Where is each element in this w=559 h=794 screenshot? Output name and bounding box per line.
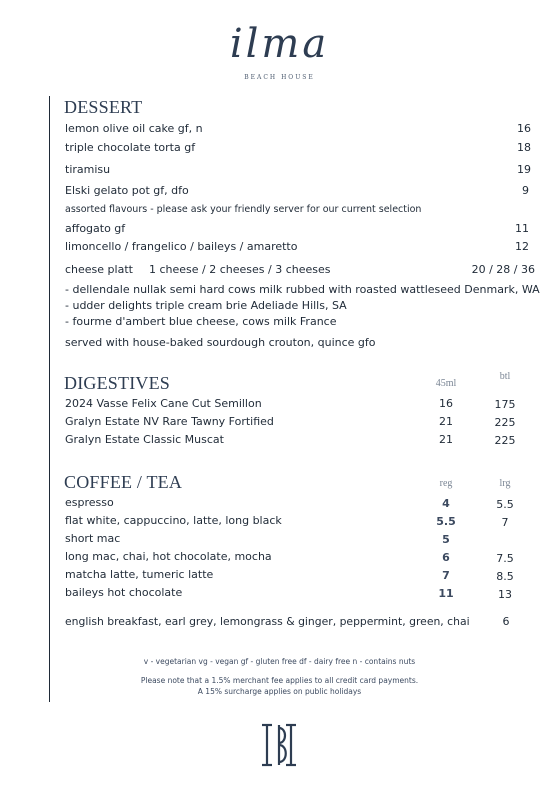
- dessert-item-name: tiramisu: [65, 163, 111, 176]
- digestive-bottle-price: 225: [494, 416, 516, 429]
- affogato-name: affogato gf: [65, 222, 126, 235]
- coffee-col-reg: reg: [439, 478, 453, 489]
- cheese-platter-price: 20 / 28 / 36: [471, 263, 535, 276]
- cheese-platter-options: 1 cheese / 2 cheeses / 3 cheeses: [149, 263, 331, 276]
- digestive-name: Gralyn Estate Classic Muscat: [65, 433, 224, 446]
- brand-logo: ilma: [229, 21, 330, 67]
- dessert-item-name: Elski gelato pot gf, dfo: [65, 184, 189, 197]
- coffee-reg-price: 11: [438, 587, 454, 600]
- cheese-list-item: - udder delights triple cream brie Adeliade Hills, SA: [65, 299, 347, 312]
- coffee-item-name: long mac, chai, hot chocolate, mocha: [65, 550, 272, 563]
- dessert-item-name: triple chocolate torta gf: [65, 141, 196, 154]
- brand-tagline: BEACH HOUSE: [244, 74, 315, 81]
- digestive-name: 2024 Vasse Felix Cane Cut Semillon: [65, 397, 262, 410]
- coffee-item-name: matcha latte, tumeric latte: [65, 568, 214, 581]
- coffee-col-lrg: lrg: [499, 478, 511, 489]
- cheese-served-with: served with house-baked sourdough crouton, quince gfo: [65, 336, 376, 349]
- tea-list: english breakfast, earl grey, lemongrass & ginger, peppermint, green, chai: [65, 615, 470, 628]
- coffee-lrg-price: 8.5: [496, 570, 514, 583]
- cheese-list-item: - dellendale nullak semi hard cows milk rubbed with roasted wattleseed Denmark, WA: [65, 283, 540, 296]
- affogato-price: 11: [515, 222, 529, 235]
- coffee-lrg-price: 13: [498, 588, 512, 601]
- digestive-glass-price: 21: [439, 415, 453, 428]
- dessert-item-price: 9: [522, 184, 529, 197]
- digestive-bottle-price: 175: [494, 398, 516, 411]
- coffee-item-name: espresso: [65, 496, 114, 509]
- digestives-col-45ml: 45ml: [435, 378, 457, 389]
- holiday-surcharge-note: A 15% surcharge applies on public holidays: [197, 687, 362, 696]
- left-divider-rule: [49, 96, 50, 702]
- digestives-col-btl: btl: [499, 371, 511, 382]
- coffee-lrg-price: 7: [501, 516, 509, 529]
- coffee-reg-price: 7: [442, 569, 450, 582]
- cheese-list-item: - fourme d'ambert blue cheese, cows milk France: [65, 315, 337, 328]
- dessert-item-price: 19: [517, 163, 531, 176]
- merchant-fee-note: Please note that a 1.5% merchant fee applies to all credit card payments.: [140, 676, 419, 685]
- gelato-note: assorted flavours - please ask your friendly server for our current selection: [65, 204, 422, 215]
- coffee-reg-price: 6: [442, 551, 450, 564]
- digestive-glass-price: 21: [439, 433, 453, 446]
- tea-price: 6: [502, 615, 510, 628]
- coffee-lrg-price: 5.5: [496, 498, 514, 511]
- coffee-reg-price: 5.5: [436, 515, 456, 528]
- coffee-item-name: flat white, cappuccino, latte, long black: [65, 514, 282, 527]
- coffee-tea-title: COFFEE / TEA: [64, 472, 183, 492]
- ilma-monogram-icon: [259, 722, 299, 768]
- coffee-item-name: short mac: [65, 532, 121, 545]
- digestives-title: DIGESTIVES: [64, 373, 170, 393]
- coffee-item-name: baileys hot chocolate: [65, 586, 183, 599]
- dessert-title: DESSERT: [64, 97, 143, 117]
- digestive-glass-price: 16: [439, 397, 453, 410]
- coffee-reg-price: 4: [442, 497, 450, 510]
- dessert-item-price: 16: [517, 122, 531, 135]
- dessert-item-price: 18: [517, 141, 531, 154]
- dessert-item-name: lemon olive oil cake gf, n: [65, 122, 203, 135]
- cheese-platter-name: cheese platt: [65, 263, 133, 276]
- digestive-name: Gralyn Estate NV Rare Tawny Fortified: [65, 415, 274, 428]
- coffee-reg-price: 5: [442, 533, 450, 546]
- coffee-lrg-price: 7.5: [496, 552, 514, 565]
- liqueurs-price: 12: [515, 240, 529, 253]
- dietary-legend: v - vegetarian vg - vegan gf - gluten free df - dairy free n - contains nuts: [143, 657, 416, 666]
- brand-header: [0, 21, 559, 81]
- liqueurs-name: limoncello / frangelico / baileys / amaretto: [65, 240, 298, 253]
- digestive-bottle-price: 225: [494, 434, 516, 447]
